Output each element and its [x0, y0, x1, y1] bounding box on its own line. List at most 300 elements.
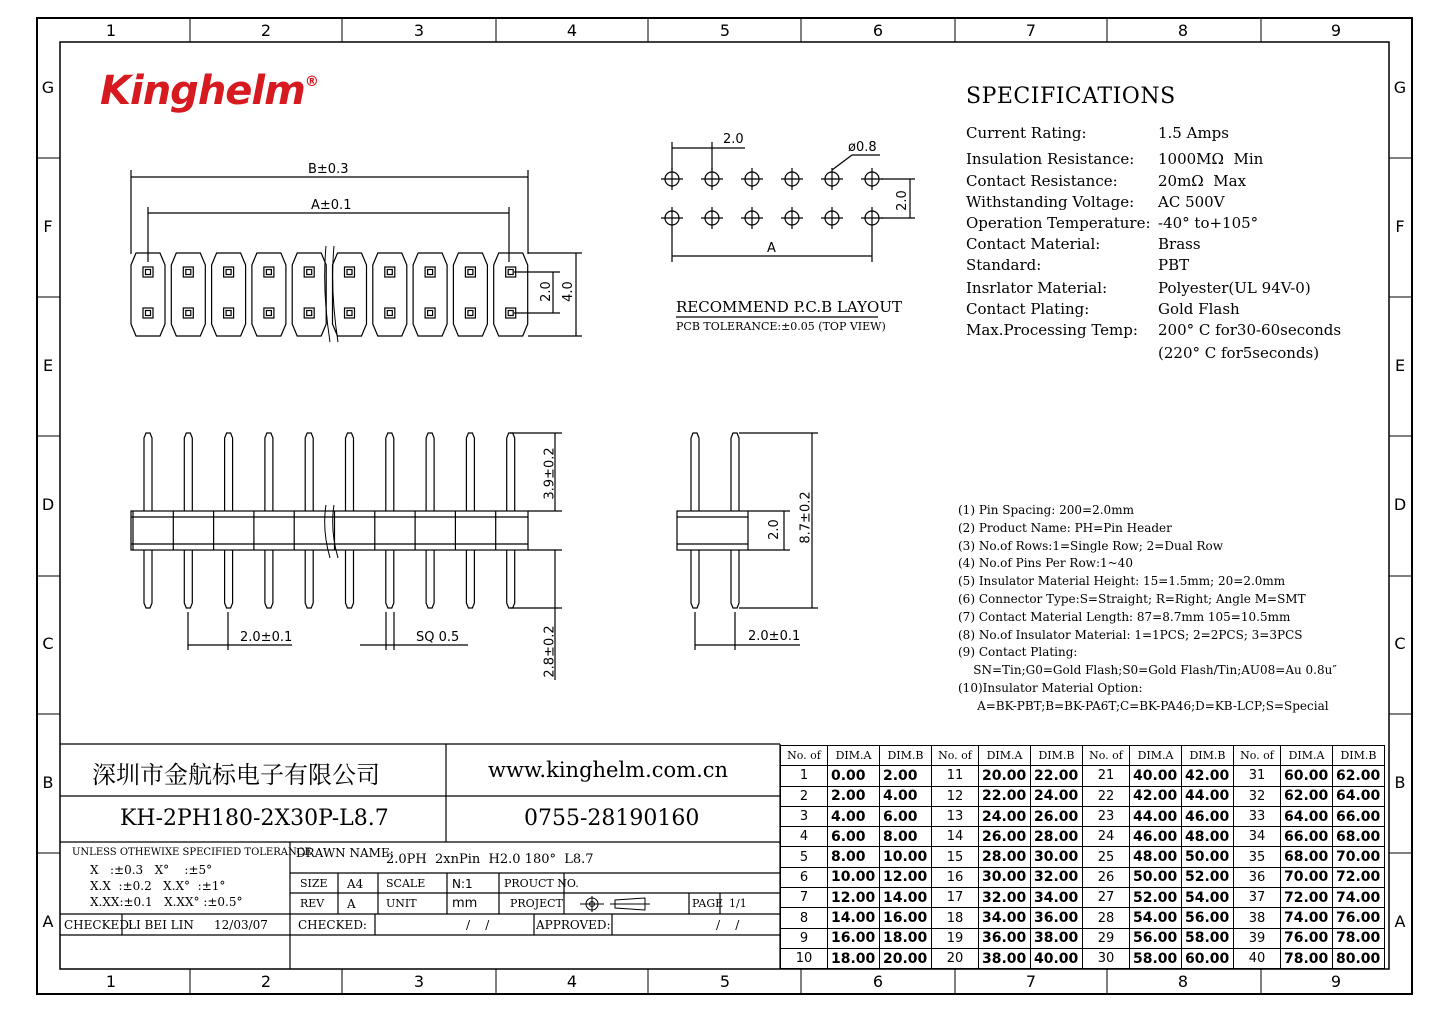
drawn-name: 2.0PH 2xnPin H2.0 180° L8.7	[386, 852, 594, 867]
spec-value: Gold Flash	[1158, 300, 1240, 318]
dim-table-header: DIM.A	[1281, 746, 1333, 766]
pin-square	[345, 267, 355, 277]
tolerance-title: UNLESS OTHEWIXE SPECIFIED TOLERANCE	[72, 847, 312, 858]
pin-square	[143, 267, 153, 277]
note-line: SN=Tin;G0=Gold Flash;S0=Gold Flash/Tin;AU08=Au 0.8u″	[958, 663, 1337, 678]
dim-a-cell: 58.00	[1130, 948, 1182, 968]
page-value: 1/1	[729, 897, 747, 910]
dimension-table	[780, 745, 1385, 969]
column-label: 8	[1177, 21, 1189, 40]
column-label: 5	[719, 972, 731, 991]
pin-housing	[131, 253, 165, 336]
row-label: C	[1394, 634, 1406, 653]
dim-b-cell: 74.00	[1333, 888, 1385, 908]
pin-count-cell: 14	[932, 827, 979, 847]
dim-b-cell: 60.00	[1182, 948, 1234, 968]
dim-b-label: B±0.3	[308, 162, 349, 177]
unit-value: mm	[452, 896, 478, 911]
spec-row	[966, 279, 1311, 297]
spec-row	[966, 321, 1341, 339]
dim-a-cell: 76.00	[1281, 928, 1333, 948]
table-row	[781, 766, 1385, 786]
spec-value: PBT	[1158, 256, 1190, 274]
pin-square	[304, 267, 314, 277]
pcb-layout-drawing	[661, 142, 915, 317]
pin-count-cell: 13	[932, 806, 979, 826]
spec-value: 20mΩ Max	[1158, 172, 1247, 190]
pin-count-cell: 24	[1083, 827, 1130, 847]
row-label: E	[1394, 356, 1406, 375]
pin-count-cell: 5	[781, 847, 828, 867]
pin-upper	[265, 433, 273, 511]
dim-a-cell: 14.00	[828, 908, 880, 928]
dim-a-cell: 72.00	[1281, 888, 1333, 908]
note-line: (8) No.of Insulator Material: 1=1PCS; 2=2PCS; 3=3PCS	[958, 627, 1303, 642]
dim-a-cell: 28.00	[979, 847, 1031, 867]
row-label: F	[43, 217, 53, 236]
pin-square	[465, 267, 475, 277]
dim-a-cell: 16.00	[828, 928, 880, 948]
dim-b-cell: 80.00	[1333, 948, 1385, 968]
dim-table-header: No. of	[932, 746, 979, 766]
spec-value: Brass	[1158, 235, 1201, 253]
pin-lower	[691, 550, 699, 608]
table-row	[781, 928, 1385, 948]
column-label: 5	[719, 21, 731, 40]
dim-a-cell: 12.00	[828, 888, 880, 908]
dim-table-header: DIM.B	[1031, 746, 1083, 766]
dim-a-cell: 52.00	[1130, 888, 1182, 908]
pin-count-cell: 8	[781, 908, 828, 928]
pin-square	[264, 267, 274, 277]
pin-housing	[333, 253, 367, 336]
pcb-pitch-label: 2.0	[723, 132, 744, 147]
dim-b-cell: 26.00	[1031, 806, 1083, 826]
pcb-row-pitch-label: 2.0	[894, 190, 910, 211]
pin-lower	[466, 550, 474, 608]
pin-count-cell: 7	[781, 888, 828, 908]
front-view-drawing	[131, 433, 562, 680]
pin-lower	[346, 550, 354, 608]
dim-a-cell: 4.00	[828, 806, 880, 826]
front-sq-dim: SQ 0.5	[416, 630, 460, 645]
spec-row	[966, 172, 1246, 190]
pin-count-cell: 34	[1234, 827, 1281, 847]
dim-b-cell: 78.00	[1333, 928, 1385, 948]
rev-value: A	[347, 897, 356, 911]
pin-count-cell: 21	[1083, 766, 1130, 786]
dim-a-cell: 42.00	[1130, 786, 1182, 806]
pin-upper	[346, 433, 354, 511]
dim-b-cell: 34.00	[1031, 888, 1083, 908]
product-no-label: PROUCT NO.	[504, 877, 579, 890]
pin-lower	[184, 550, 192, 608]
pin-count-cell: 27	[1083, 888, 1130, 908]
pin-upper	[184, 433, 192, 511]
pin-count-cell: 29	[1083, 928, 1130, 948]
dim-b-cell: 70.00	[1333, 847, 1385, 867]
dim-b-cell: 52.00	[1182, 867, 1234, 887]
pin-count-cell: 23	[1083, 806, 1130, 826]
spec-value: 1.5 Amps	[1158, 124, 1229, 142]
column-label: 2	[260, 21, 272, 40]
pin-count-cell: 9	[781, 928, 828, 948]
checked-by: LI BEI LIN	[128, 918, 194, 932]
checked-date: 12/03/07	[214, 918, 268, 932]
pin-square-inner	[307, 270, 312, 275]
specifications-title: SPECIFICATIONS	[966, 84, 1176, 109]
note-line: (10)Insulator Material Option:	[958, 681, 1143, 695]
table-row	[781, 847, 1385, 867]
pin-count-cell: 15	[932, 847, 979, 867]
dim-a-cell: 40.00	[1130, 766, 1182, 786]
pin-count-cell: 11	[932, 766, 979, 786]
dim-a-cell: 38.00	[979, 948, 1031, 968]
dim-a-cell: 34.00	[979, 908, 1031, 928]
column-label: 7	[1025, 21, 1037, 40]
pin-lower	[426, 550, 434, 608]
front-upper-dim: 3.9±0.2	[542, 447, 558, 500]
table-row	[781, 948, 1385, 968]
pin-upper	[466, 433, 474, 511]
dim-b-cell: 44.00	[1182, 786, 1234, 806]
pin-count-cell: 6	[781, 867, 828, 887]
pin-square	[183, 267, 193, 277]
pin-count-cell: 36	[1234, 867, 1281, 887]
pin-square	[264, 308, 274, 318]
dim-a-cell: 30.00	[979, 867, 1031, 887]
dim-b-cell: 30.00	[1031, 847, 1083, 867]
row-label: D	[1393, 495, 1407, 514]
pin-square-inner	[186, 311, 191, 316]
tolerance-3: X.XX:±0.1 X.XX° :±0.5°	[90, 895, 243, 909]
spec-label: Max.Processing Temp:	[966, 321, 1138, 339]
approved-date: / /	[716, 918, 740, 932]
dim-a-cell: 26.00	[979, 827, 1031, 847]
dim-a-cell: 46.00	[1130, 827, 1182, 847]
column-label: 6	[872, 21, 884, 40]
drawn-name-label: DRAWN NAME:	[296, 846, 394, 860]
note-line: (2) Product Name: PH=Pin Header	[958, 520, 1172, 535]
pin-count-cell: 28	[1083, 908, 1130, 928]
dim-b-cell: 8.00	[880, 827, 932, 847]
pin-lower	[386, 550, 394, 608]
dim-a-cell: 70.00	[1281, 867, 1333, 887]
row-label: E	[42, 356, 54, 375]
column-label: 8	[1177, 972, 1189, 991]
dim-a-cell: 74.00	[1281, 908, 1333, 928]
spec-label: Contact Material:	[966, 235, 1101, 253]
dim-b-cell: 2.00	[880, 766, 932, 786]
column-label: 3	[413, 972, 425, 991]
dim-table-header: No. of	[1083, 746, 1130, 766]
row-label: C	[42, 634, 54, 653]
spec-row	[966, 150, 1263, 168]
pin-housing	[413, 253, 447, 336]
pin-housing	[453, 253, 487, 336]
dim-b-cell: 48.00	[1182, 827, 1234, 847]
pin-count-cell: 22	[1083, 786, 1130, 806]
spec-label: Standard:	[966, 256, 1042, 274]
dim-a-cell: 2.00	[828, 786, 880, 806]
table-row	[781, 888, 1385, 908]
pin-housing	[373, 253, 407, 336]
note-line: (6) Connector Type:S=Straight; R=Right; Angle M=SMT	[958, 592, 1306, 606]
pin-square	[304, 308, 314, 318]
size-value: A4	[347, 877, 364, 891]
pin-square	[425, 308, 435, 318]
dim-b-cell: 66.00	[1333, 806, 1385, 826]
pin-square-inner	[186, 270, 191, 275]
dim-b-cell: 20.00	[880, 948, 932, 968]
checked-label: CHECKED:	[64, 918, 133, 932]
column-label: 2	[260, 972, 272, 991]
dim-a-cell: 56.00	[1130, 928, 1182, 948]
dim-a-cell: 64.00	[1281, 806, 1333, 826]
pin-square	[143, 308, 153, 318]
company-name: 深圳市金航标电子有限公司	[92, 761, 380, 789]
spec-label: Withstanding Voltage:	[966, 193, 1135, 211]
pin-square-inner	[266, 311, 271, 316]
dim-a-cell: 8.00	[828, 847, 880, 867]
dim-b-cell: 50.00	[1182, 847, 1234, 867]
spec-row	[966, 344, 1319, 362]
pin-square-inner	[508, 270, 513, 275]
front-pitch-dim: 2.0±0.1	[240, 630, 293, 645]
column-label: 6	[872, 972, 884, 991]
dim-table-header: DIM.B	[880, 746, 932, 766]
break-line	[325, 246, 330, 342]
dim-a-cell: 48.00	[1130, 847, 1182, 867]
dim-table-header: No. of	[781, 746, 828, 766]
pin-square	[345, 308, 355, 318]
spec-label: Contact Resistance:	[966, 172, 1118, 190]
dim-table-header: DIM.B	[1333, 746, 1385, 766]
pcb-dim-a-label: A	[767, 241, 776, 256]
row-label: A	[42, 912, 54, 931]
spec-row	[966, 193, 1225, 211]
dim-a-cell: 0.00	[828, 766, 880, 786]
dim-b-cell: 36.00	[1031, 908, 1083, 928]
side-total-dim: 8.7±0.2	[798, 491, 814, 544]
row-label: G	[41, 78, 55, 97]
dim-a-cell: 36.00	[979, 928, 1031, 948]
spec-value: 200° C for30-60seconds	[1158, 321, 1342, 339]
dim-b-cell: 10.00	[880, 847, 932, 867]
spec-row	[966, 214, 1258, 232]
dim-b-cell: 40.00	[1031, 948, 1083, 968]
dim-b-cell: 76.00	[1333, 908, 1385, 928]
pin-square	[425, 267, 435, 277]
spec-label: Current Rating:	[966, 124, 1087, 142]
dim-b-cell: 32.00	[1031, 867, 1083, 887]
pin-count-cell: 38	[1234, 908, 1281, 928]
pin-square-inner	[226, 311, 231, 316]
pin-count-cell: 30	[1083, 948, 1130, 968]
pin-count-cell: 2	[781, 786, 828, 806]
pin-count-cell: 32	[1234, 786, 1281, 806]
dim-b-cell: 38.00	[1031, 928, 1083, 948]
dim-table-header: DIM.B	[1182, 746, 1234, 766]
row-label: A	[1394, 912, 1406, 931]
dim-a-cell: 54.00	[1130, 908, 1182, 928]
projection-symbol	[580, 896, 650, 912]
part-number: KH-2PH180-2X30P-L8.7	[120, 806, 389, 831]
spec-label: Insrlator Material:	[966, 279, 1108, 297]
pin-square	[385, 308, 395, 318]
pin-upper	[225, 433, 233, 511]
pin-lower	[731, 550, 739, 608]
spec-value: -40° to+105°	[1158, 214, 1259, 232]
spec-label: Contact Plating:	[966, 300, 1090, 318]
column-label: 9	[1330, 972, 1342, 991]
dim-b-cell: 12.00	[880, 867, 932, 887]
pin-count-cell: 12	[932, 786, 979, 806]
dim-b-cell: 42.00	[1182, 766, 1234, 786]
dim-table-header: DIM.A	[1130, 746, 1182, 766]
pin-count-cell: 35	[1234, 847, 1281, 867]
kinghelm-logo: Kinghelm®	[100, 68, 318, 114]
pin-count-cell: 17	[932, 888, 979, 908]
pin-upper	[144, 433, 152, 511]
row-label: B	[42, 773, 54, 792]
pin-square-inner	[146, 311, 151, 316]
pin-square	[224, 308, 234, 318]
table-row	[781, 786, 1385, 806]
pin-square-inner	[347, 270, 352, 275]
column-label: 7	[1025, 972, 1037, 991]
column-label: 3	[413, 21, 425, 40]
project-label: PROJECT	[510, 897, 563, 910]
side-pitch-dim: 2.0±0.1	[748, 629, 801, 644]
pin-square-inner	[266, 270, 271, 275]
dim-pitch-label: 2.0	[538, 281, 554, 302]
pin-count-cell: 18	[932, 908, 979, 928]
dim-a-cell: 62.00	[1281, 786, 1333, 806]
row-label: D	[41, 495, 55, 514]
pin-count-cell: 39	[1234, 928, 1281, 948]
pin-count-cell: 3	[781, 806, 828, 826]
dim-table-header: DIM.A	[979, 746, 1031, 766]
pin-square	[183, 308, 193, 318]
pin-lower	[265, 550, 273, 608]
pin-count-cell: 1	[781, 766, 828, 786]
pin-square-inner	[347, 311, 352, 316]
pin-square-inner	[508, 311, 513, 316]
pin-count-cell: 37	[1234, 888, 1281, 908]
top-view-drawing	[131, 170, 582, 342]
pin-count-cell: 16	[932, 867, 979, 887]
pin-housing	[171, 253, 205, 336]
pin-square	[224, 267, 234, 277]
scale-label: SCALE	[386, 877, 426, 890]
front-lower-dim: 2.8±0.2	[542, 625, 558, 678]
page-label: PAGE	[692, 897, 724, 910]
column-label: 4	[566, 21, 578, 40]
pin-count-cell: 20	[932, 948, 979, 968]
dim-a-cell: 44.00	[1130, 806, 1182, 826]
dim-b-cell: 18.00	[880, 928, 932, 948]
pin-upper	[386, 433, 394, 511]
column-label: 9	[1330, 21, 1342, 40]
pin-upper	[507, 433, 515, 511]
dim-a-cell: 68.00	[1281, 847, 1333, 867]
pin-square-inner	[468, 311, 473, 316]
side-view-drawing	[677, 433, 818, 650]
side-insulator-dim: 2.0	[766, 519, 782, 540]
checked2-date: / /	[466, 918, 490, 932]
dim-a-cell: 32.00	[979, 888, 1031, 908]
dim-b-cell: 46.00	[1182, 806, 1234, 826]
dim-b-cell: 62.00	[1333, 766, 1385, 786]
unit-label: UNIT	[386, 897, 417, 910]
row-label: G	[1393, 78, 1407, 97]
spec-value: Polyester(UL 94V-0)	[1158, 279, 1311, 297]
dim-a-label: A±0.1	[311, 198, 352, 213]
dim-b-cell: 24.00	[1031, 786, 1083, 806]
spec-row	[966, 256, 1189, 274]
pin-count-cell: 26	[1083, 867, 1130, 887]
approved-label: APPROVED:	[536, 918, 611, 932]
scale-value: N:1	[452, 877, 473, 891]
pin-count-cell: 31	[1234, 766, 1281, 786]
spec-row	[966, 124, 1229, 142]
dim-b-cell: 58.00	[1182, 928, 1234, 948]
pin-lower	[305, 550, 313, 608]
dim-table-header: No. of	[1234, 746, 1281, 766]
pin-count-cell: 25	[1083, 847, 1130, 867]
tolerance-1: X :±0.3 X° :±5°	[90, 863, 213, 877]
pin-square-inner	[226, 270, 231, 275]
pin-housing	[212, 253, 246, 336]
spec-row	[966, 300, 1240, 318]
dim-a-cell: 24.00	[979, 806, 1031, 826]
dim-b-cell: 14.00	[880, 888, 932, 908]
pcb-layout-subtitle: PCB TOLERANCE:±0.05 (TOP VIEW)	[676, 320, 886, 333]
table-row	[781, 806, 1385, 826]
dim-b-cell: 22.00	[1031, 766, 1083, 786]
dim-a-cell: 18.00	[828, 948, 880, 968]
dim-b-cell: 16.00	[880, 908, 932, 928]
spec-label: Operation Temperature:	[966, 214, 1151, 232]
row-label: F	[1395, 217, 1405, 236]
tolerance-2: X.X :±0.2 X.X° :±1°	[90, 879, 226, 893]
pin-housing	[252, 253, 286, 336]
leader-line	[832, 155, 852, 170]
dim-a-cell: 6.00	[828, 827, 880, 847]
table-row	[781, 867, 1385, 887]
checked2-label: CHECKED:	[298, 918, 367, 932]
pin-square-inner	[387, 270, 392, 275]
pcb-hole-label: ø0.8	[848, 140, 877, 155]
dim-a-cell: 22.00	[979, 786, 1031, 806]
dim-b-cell: 4.00	[880, 786, 932, 806]
pin-lower	[144, 550, 152, 608]
row-label: B	[1394, 773, 1406, 792]
pin-lower	[225, 550, 233, 608]
column-label: 1	[105, 21, 117, 40]
pin-square-inner	[428, 311, 433, 316]
note-line: (5) Insulator Material Height: 15=1.5mm; 20=2.0mm	[958, 574, 1286, 589]
dim-b-cell: 68.00	[1333, 827, 1385, 847]
dim-a-cell: 66.00	[1281, 827, 1333, 847]
dim-a-cell: 20.00	[979, 766, 1031, 786]
dim-a-cell: 78.00	[1281, 948, 1333, 968]
pin-square-inner	[387, 311, 392, 316]
pin-count-cell: 10	[781, 948, 828, 968]
size-label: SIZE	[300, 877, 328, 890]
note-line: (9) Contact Plating:	[958, 645, 1078, 660]
